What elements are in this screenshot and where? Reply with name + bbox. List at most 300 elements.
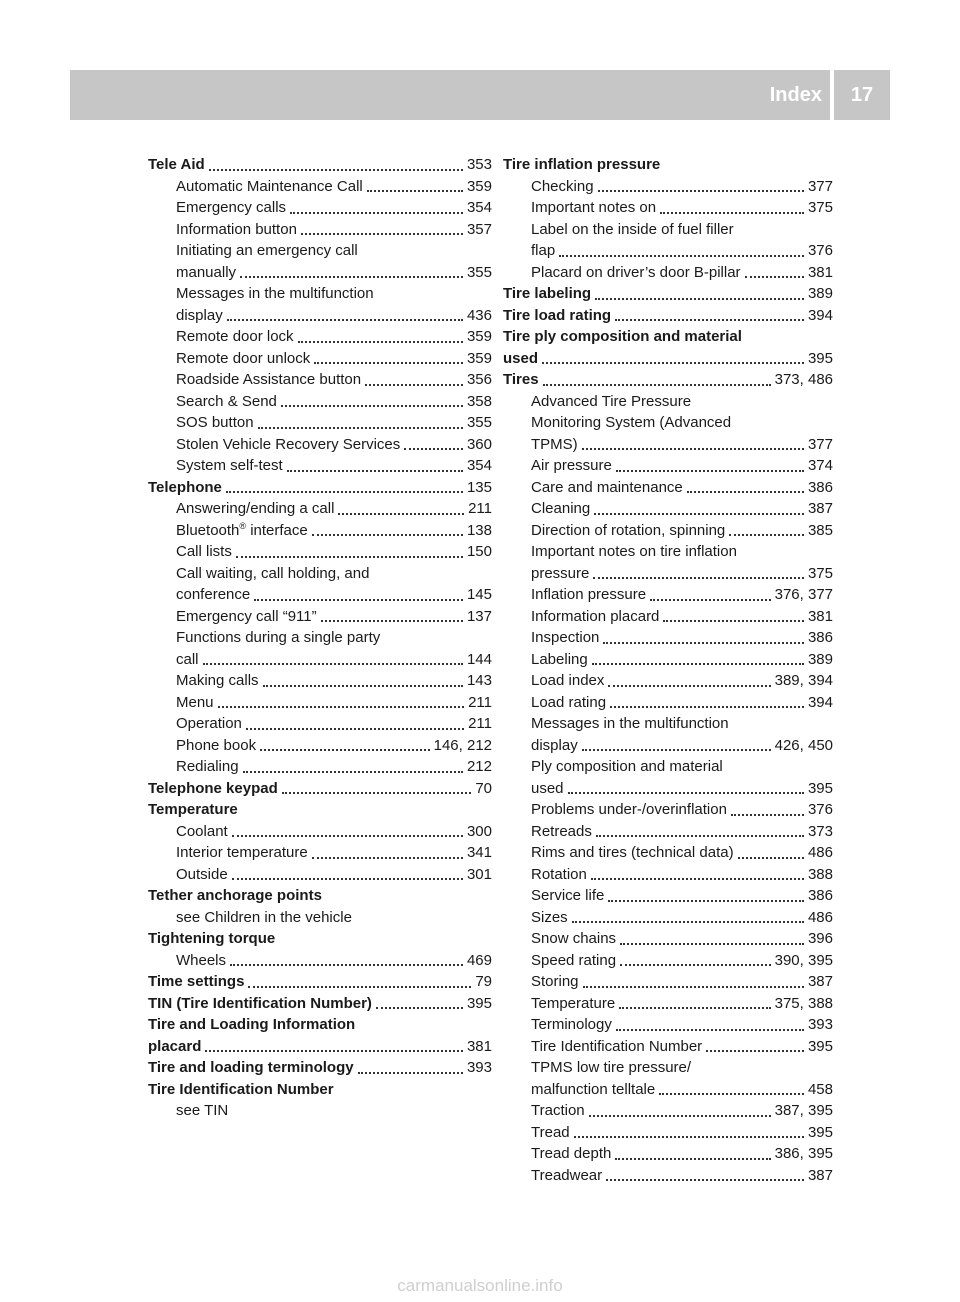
entry-text [176,756,239,778]
entry-text [531,1014,612,1036]
entry-text [531,692,606,714]
index-subentry [503,584,833,606]
dot-leader [314,362,463,364]
index-subentry [148,692,492,714]
page-reference: 393 [466,1059,492,1076]
dot-leader [298,341,463,343]
entry-text [531,799,727,821]
entry-label: Tread [531,1123,570,1141]
entry-label: flap [531,242,556,259]
index-subentry [503,1100,833,1122]
entry-text [176,864,228,886]
entry-text [176,541,232,563]
index-subentry [148,584,492,606]
index-subentry [148,197,492,219]
entry-text [531,1143,611,1165]
entry-text [176,950,226,972]
entry-label: Inflation pressure [531,586,647,603]
entry-label: Rotation [531,865,587,883]
entry-text [176,369,361,391]
entry-label: Telephone keypad [148,779,278,797]
dot-leader [240,276,463,278]
entry-label: Storing [531,973,579,990]
entry-label: Information button [176,220,297,238]
index-heading: Tire inflation pressure [503,156,661,173]
dot-leader [615,319,804,321]
entry-text [176,176,363,198]
entry-label: Time settings [148,973,245,990]
index-subentry [148,756,492,778]
page-reference: 375, 388 [774,994,833,1012]
entry-label: Important notes on [531,199,657,216]
page-reference: 395 [807,1037,833,1055]
entry-text [531,1122,570,1144]
entry-label: pressure [531,564,590,582]
entry-text [531,477,683,499]
entry-text [176,412,254,434]
page-reference: 389 [807,650,833,668]
entry-label: used [503,349,539,367]
entry-text [531,907,568,929]
dot-leader [659,1093,804,1095]
entry-text [531,498,590,520]
entry-text [176,584,250,606]
entry-text [531,176,594,198]
page-reference: 389 [807,285,833,302]
entry-text [531,627,599,649]
page-reference: 359 [466,349,492,367]
entry-label: System self-test [176,457,283,474]
dot-leader [301,233,463,235]
dot-leader [290,212,463,214]
index-subentry [148,842,492,864]
entry-label: Tire load rating [503,306,612,324]
page-reference: 300 [466,822,492,840]
entry-label: Tire and loading terminology [148,1059,354,1076]
page-reference: 375 [807,199,833,216]
entry-text [176,326,294,348]
index-subentry [503,520,833,542]
entry-label: Rims and tires (technical data) [531,844,734,861]
entry-text [531,735,578,757]
dot-leader [595,298,804,300]
page-reference: 486 [807,844,833,861]
index-subentry [503,1079,833,1101]
page-reference: 385 [807,521,833,539]
entry-label: Menu [176,693,214,711]
dot-leader [592,663,804,665]
index-subentry [503,434,833,456]
dot-leader [232,835,463,837]
index-entry [148,778,492,800]
entry-text [176,735,256,757]
index-subheading: Initiating an emergency call [176,242,358,259]
index-subentry [503,1122,833,1144]
index-subheading: Call waiting, call holding, and [176,564,370,582]
index-subentry [148,735,492,757]
page-reference: 395 [807,1123,833,1141]
index-subentry [503,885,833,907]
index-subentry [148,412,492,434]
dot-leader [218,706,465,708]
entry-label: Cleaning [531,500,591,517]
page-reference: 381 [807,607,833,625]
page-reference: 70 [475,779,492,797]
entry-label: Tires [503,371,539,388]
dot-leader [731,814,804,816]
entry-text [531,262,741,284]
page-reference: 395 [807,779,833,797]
entry-text [531,455,612,477]
entry-label: Load rating [531,693,607,711]
page-reference: 377 [807,435,833,453]
dot-leader [591,878,804,880]
page-reference: 394 [807,693,833,711]
entry-label: Answering/ending a call [176,500,335,517]
index-subentry [503,1143,833,1165]
entry-text [176,670,259,692]
entry-text [531,563,589,585]
entry-text [503,369,539,391]
page-reference: 355 [466,414,492,431]
entry-label: Terminology [531,1016,612,1033]
entry-label: Redialing [176,758,239,775]
page-reference: 211 [468,715,492,732]
entry-text [531,197,656,219]
entry-label: Outside [176,865,228,883]
page-reference: 138 [466,521,492,539]
entry-label: Problems under-/overinflation [531,801,727,818]
entry-label: Bluetooth [176,521,240,539]
index-subentry [503,842,833,864]
dot-leader [230,964,463,966]
watermark: carmanualsonline.info [397,1276,563,1295]
dot-leader [287,470,463,472]
entry-text [531,1100,585,1122]
page-reference: 137 [466,607,492,625]
dot-leader [729,534,804,536]
index-subentry [503,176,833,198]
index-subentry [148,219,492,241]
dot-leader [582,749,771,751]
entry-label: malfunction telltale [531,1080,656,1098]
dot-leader [254,599,463,601]
index-subentry [503,1014,833,1036]
entry-label: TPMS) [531,435,578,453]
entry-label: Stolen Vehicle Recovery Services [176,435,401,453]
entry-label: Traction [531,1102,585,1119]
dot-leader [243,771,463,773]
entry-label: Care and maintenance [531,478,683,496]
entry-label: Sizes [531,908,568,926]
entry-text [531,778,564,800]
index-subentry [503,864,833,886]
entry-text [176,434,400,456]
dot-leader [603,642,804,644]
index-subentry [503,907,833,929]
dot-leader [660,212,804,214]
index-subheading: TPMS low tire pressure/ [531,1059,692,1076]
index-subentry [148,326,492,348]
index-entry [148,1036,492,1058]
entry-label: Labeling [531,650,588,668]
page-reference: 395 [807,349,833,367]
index-subheading: see Children in the vehicle [176,908,352,926]
dot-leader [650,599,771,601]
page-reference: 301 [466,865,492,883]
index-subentry [503,498,833,520]
index-subheading: Important notes on tire inflation [531,543,737,560]
entry-label: TIN (Tire Identification Number) [148,994,372,1012]
entry-text [176,842,308,864]
page-reference: 386, 395 [774,1145,833,1162]
dot-leader [358,1072,463,1074]
page-reference: 354 [466,199,492,216]
page-reference: 359 [466,177,492,195]
entry-text [148,1036,201,1058]
entry-label: Emergency calls [176,199,287,216]
entry-text [503,305,611,327]
entry-label: Tele Aid [148,156,205,173]
index-subentry [148,348,492,370]
page-reference: 376, 377 [774,586,833,603]
entry-text [176,197,286,219]
index-subentry [503,197,833,219]
index-subentry [148,864,492,886]
page-reference: 212 [466,758,492,775]
dot-leader [663,620,804,622]
entry-text [176,649,199,671]
index-heading: Temperature [148,801,238,818]
page-reference: 387 [807,973,833,990]
index-subheading: see TIN [176,1102,229,1119]
dot-leader [596,835,804,837]
index-subentry [503,928,833,950]
dot-leader [338,513,464,515]
index-subentry [503,649,833,671]
dot-leader [583,986,804,988]
entry-label: SOS button [176,414,254,431]
entry-text [148,154,205,176]
page-reference: 386 [807,629,833,646]
index-subentry [148,369,492,391]
index-subentry [148,434,492,456]
index-subentry [148,305,492,327]
entry-label: Interior temperature [176,844,308,861]
entry-text [531,520,725,542]
dot-leader [559,255,804,257]
dot-leader [205,1050,463,1052]
index-heading: Tether anchorage points [148,887,322,904]
entry-label-suffix: interface [246,521,308,539]
dot-leader [248,986,471,988]
dot-leader [312,857,463,859]
index-subheading: Ply composition and material [531,758,723,775]
index-subentry [148,649,492,671]
index-entry [148,154,492,176]
page-reference: 436 [466,306,492,324]
dot-leader [543,384,771,386]
page-reference: 144 [466,650,492,668]
entry-text [503,348,538,370]
page-reference: 145 [466,586,492,603]
page-reference: 358 [466,392,492,410]
index-subentry [148,713,492,735]
entry-label: Tire Identification Number [531,1037,703,1055]
page-reference: 146, 212 [433,736,492,754]
entry-label: Remote door unlock [176,349,311,367]
entry-text [176,391,277,413]
entry-label: placard [148,1037,202,1055]
index-subentry [148,455,492,477]
dot-leader [568,792,804,794]
dot-leader [203,663,463,665]
dot-leader [589,1115,771,1117]
entry-label: Telephone [148,478,222,496]
entry-text [531,885,604,907]
index-heading: Tire ply composition and material [503,328,742,345]
page-reference: 79 [475,973,492,990]
entry-label: Tread depth [531,1145,612,1162]
registered-mark: ® [239,520,247,531]
page-reference: 393 [807,1016,833,1033]
entry-label: Air pressure [531,457,612,474]
entry-text [531,950,616,972]
dot-leader [687,491,804,493]
index-subentry [503,1036,833,1058]
index-subentry [503,1165,833,1187]
dot-leader [608,685,770,687]
page-reference: 356 [466,371,492,388]
entry-text [531,1036,702,1058]
entry-text [531,606,659,628]
page-reference: 486 [807,908,833,926]
index-subentry [148,520,492,542]
dot-leader [593,577,804,579]
index-column-right [503,154,833,1186]
entry-label: Call lists [176,543,232,560]
entry-label: Emergency call “911” [176,607,317,625]
page-reference: 376 [807,242,833,259]
entry-label: manually [176,263,237,281]
entry-label: Wheels [176,951,227,969]
dot-leader [246,728,464,730]
index-subentry [503,240,833,262]
page-reference: 355 [466,263,492,281]
page-reference: 377 [807,177,833,195]
index-heading: Tire and Loading Information [148,1016,356,1033]
dot-leader [610,706,804,708]
page-reference: 394 [807,306,833,324]
entry-text [531,649,588,671]
index-subheading: Label on the inside of fuel filler [531,220,734,238]
entry-text [531,240,555,262]
page-reference: 375 [807,564,833,582]
entry-label: Roadside Assistance button [176,371,362,388]
entry-label: Snow chains [531,930,617,947]
dot-leader [367,190,463,192]
page-reference: 376 [807,801,833,818]
entry-text [176,219,297,241]
index-entry [148,1057,492,1079]
page-reference: 387 [807,1166,833,1184]
index-heading: Tightening torque [148,930,276,947]
index-subheading: Advanced Tire Pressure [531,392,692,410]
index-subentry [503,262,833,284]
entry-text [531,670,604,692]
entry-label: Making calls [176,672,259,689]
dot-leader [226,491,463,493]
dot-leader [312,534,463,536]
entry-text [148,477,222,499]
entry-label: Coolant [176,822,228,840]
index-entry [148,993,492,1015]
entry-label: used [531,779,564,797]
page-reference: 387 [807,500,833,517]
index-subentry [503,455,833,477]
dot-leader [365,384,463,386]
dot-leader [745,276,804,278]
index-subentry [503,477,833,499]
index-entry [503,283,833,305]
entry-label: Retreads [531,822,592,840]
page-reference: 211 [468,500,492,517]
page-reference: 387, 395 [774,1102,833,1119]
entry-label: Tire labeling [503,285,592,302]
dot-leader [616,1029,804,1031]
index-subheading: Functions during a single party [176,629,381,646]
page-reference: 386 [807,887,833,904]
index-subentry [503,670,833,692]
dot-leader [572,921,804,923]
dot-leader [619,1007,770,1009]
index-subentry [503,606,833,628]
index-subentry [503,735,833,757]
page-reference: 353 [466,156,492,173]
entry-text [531,842,734,864]
entry-label: Service life [531,887,605,904]
dot-leader [606,1179,804,1181]
page-reference: 386 [807,478,833,496]
index-subentry [148,950,492,972]
entry-text [531,1165,602,1187]
dot-leader [321,620,463,622]
page-reference: 390, 395 [774,951,833,969]
index-subentry [148,498,492,520]
entry-text [531,993,615,1015]
index-subentry [503,778,833,800]
dot-leader [209,169,463,171]
page-reference: 135 [466,478,492,496]
dot-leader [227,319,463,321]
page-reference: 389, 394 [774,672,833,689]
entry-text [176,606,317,628]
index-subentry [503,993,833,1015]
entry-text [503,283,591,305]
page-reference: 354 [466,457,492,474]
entry-label: conference [176,586,251,603]
page-reference: 469 [466,951,492,969]
index-subentry [503,799,833,821]
index-subentry [148,670,492,692]
entry-text [176,520,308,542]
dot-leader [404,448,463,450]
index-subentry [503,563,833,585]
entry-label: display [176,306,223,324]
entry-text [176,713,242,735]
entry-label: Information placard [531,607,660,625]
entry-text [176,692,214,714]
